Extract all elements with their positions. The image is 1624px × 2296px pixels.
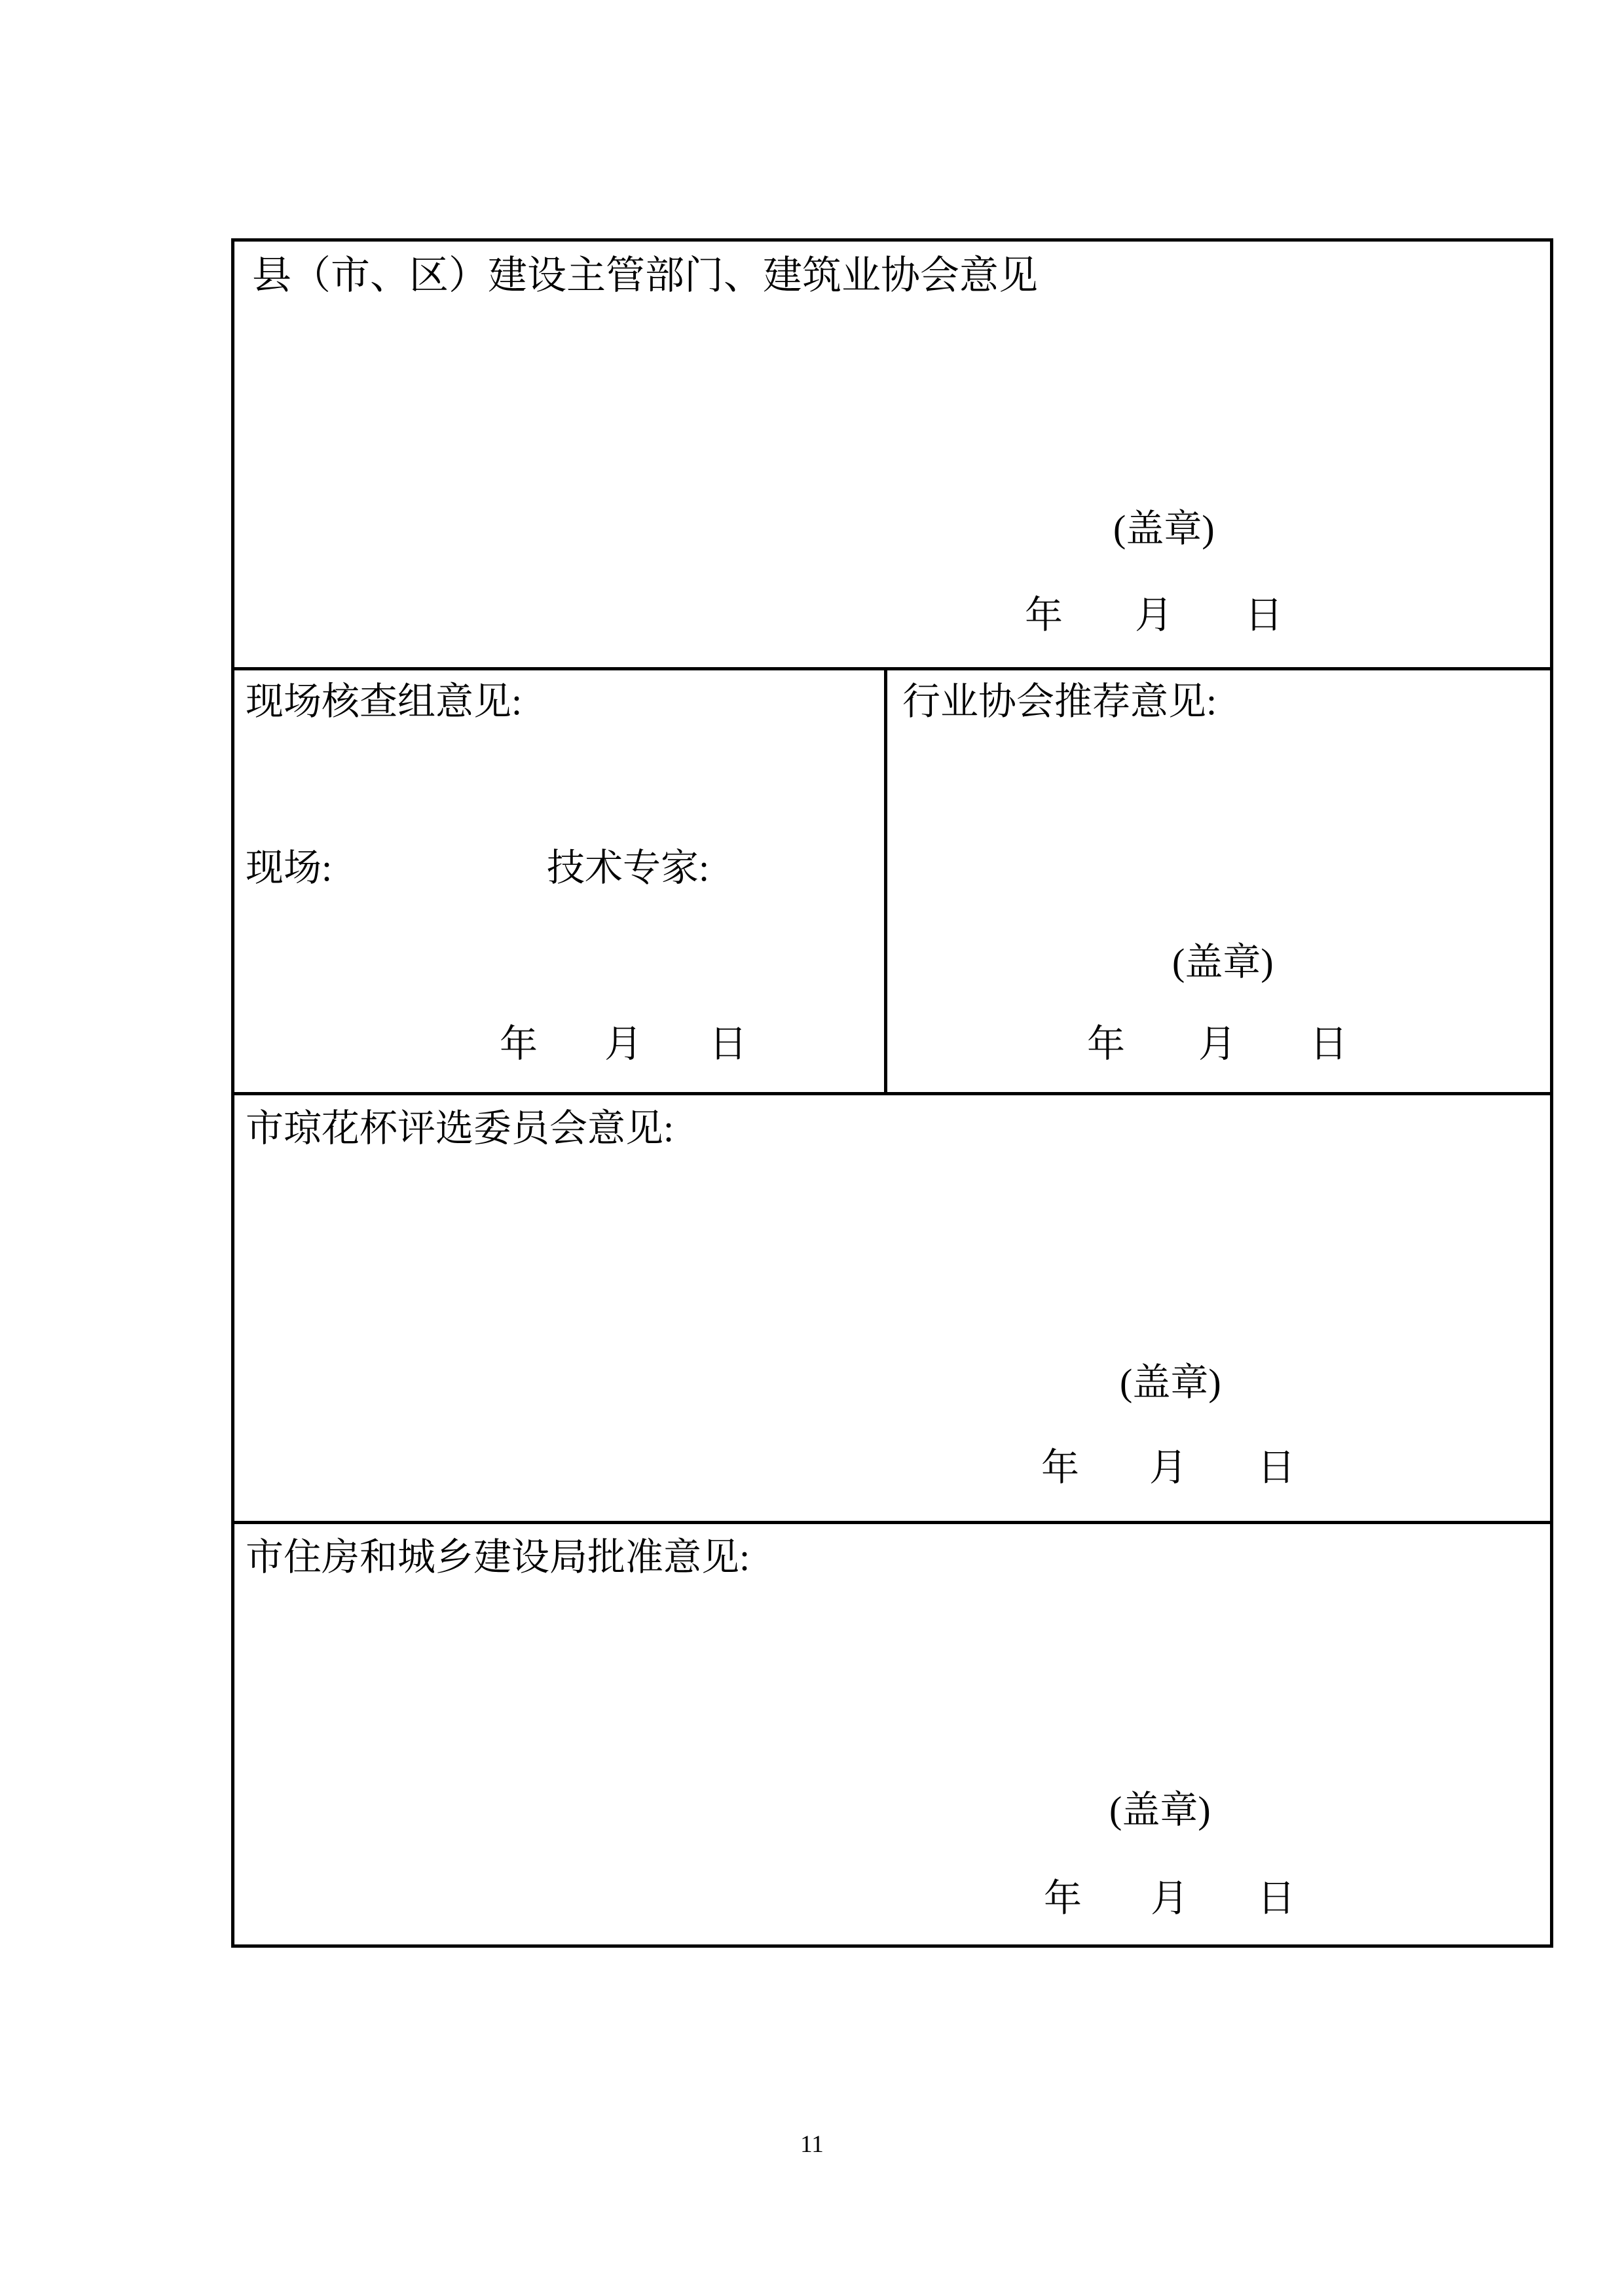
- row2-left-day-label: 日: [709, 1023, 748, 1065]
- row1-year-label: 年: [1025, 594, 1063, 636]
- row2-left-month-label: 月: [604, 1023, 643, 1065]
- page-number: 11: [800, 2131, 824, 2158]
- row2-column-divider: [884, 667, 887, 1095]
- row4-seal-label: (盖章): [1109, 1789, 1211, 1831]
- row2-left-year-label: 年: [500, 1023, 538, 1065]
- row4-date-line: [1044, 1878, 1295, 1920]
- row2-site-label: 现场:: [246, 847, 333, 889]
- row3-header: 市琼花杯评选委员会意见:: [246, 1107, 674, 1150]
- row2-right-header: 行业协会推荐意见:: [902, 680, 1217, 723]
- row2-right-date-line: [1087, 1023, 1348, 1065]
- row4-month-label: 月: [1151, 1877, 1189, 1920]
- row3-day-label: 日: [1257, 1446, 1296, 1489]
- row-divider-1: [231, 667, 1553, 670]
- row4-day-label: 日: [1257, 1877, 1296, 1920]
- row1-date-line: [1025, 594, 1283, 636]
- row2-right-day-label: 日: [1310, 1023, 1348, 1065]
- row4-year-label: 年: [1044, 1877, 1082, 1920]
- row2-left-header: 现场核查组意见:: [246, 680, 523, 723]
- row-divider-2: [231, 1092, 1553, 1095]
- row3-date-line: [1041, 1447, 1295, 1489]
- row3-seal-label: (盖章): [1120, 1361, 1221, 1404]
- row4-header: 市住房和城乡建设局批准意见:: [246, 1536, 750, 1578]
- row3-year-label: 年: [1041, 1446, 1080, 1489]
- row1-seal-label: (盖章): [1113, 507, 1215, 550]
- row2-expert-label: 技术专家:: [547, 847, 710, 889]
- row3-month-label: 月: [1149, 1446, 1188, 1489]
- row1-header: 县（市、区）建设主管部门、建筑业协会意见: [252, 254, 1038, 297]
- row2-right-month-label: 月: [1198, 1023, 1237, 1065]
- row2-right-year-label: 年: [1087, 1023, 1126, 1065]
- row1-month-label: 月: [1135, 594, 1173, 636]
- row-divider-3: [231, 1521, 1553, 1524]
- row2-right-seal-label: (盖章): [1172, 941, 1274, 983]
- row2-left-date-line: [500, 1023, 747, 1065]
- row1-day-label: 日: [1245, 594, 1283, 636]
